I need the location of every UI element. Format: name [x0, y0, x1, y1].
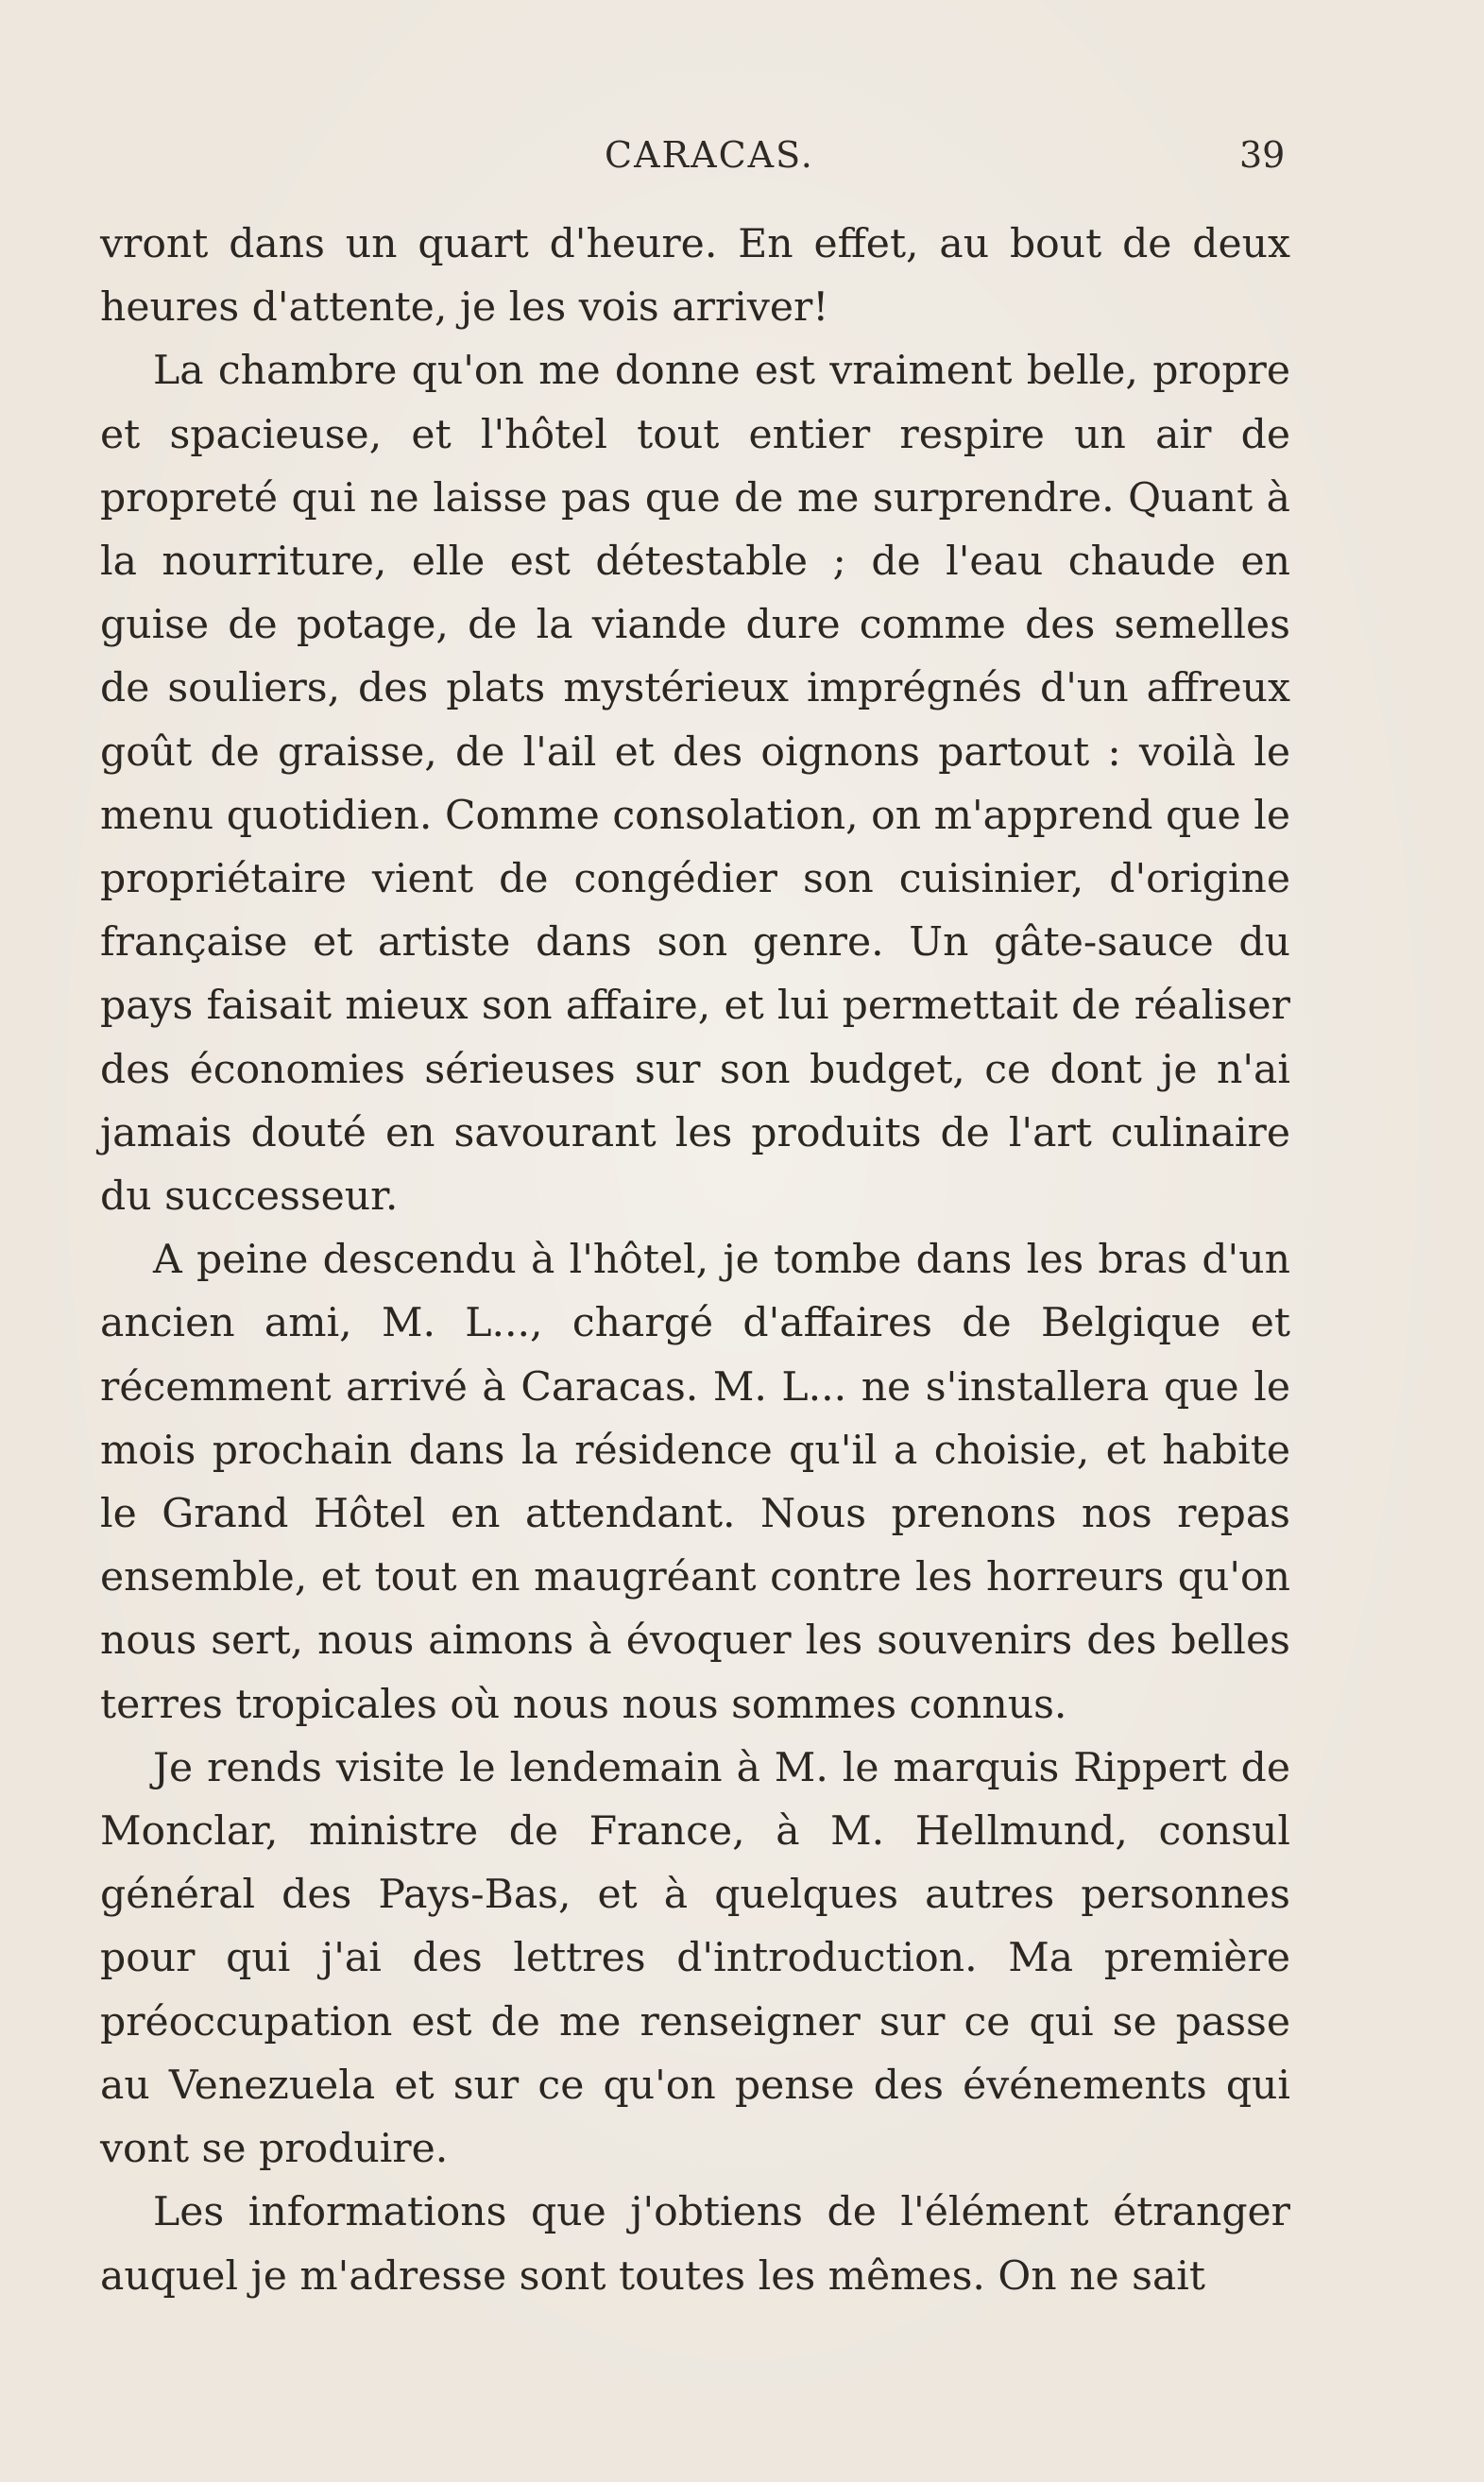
running-head-title: CARACAS.: [605, 134, 814, 176]
paragraph-informations: Les informations que j'obtiens de l'élément étranger auquel je m'adresse sont toutes les mêmes. On ne sait: [100, 2189, 1290, 2300]
paragraph-hotel-room: La chambre qu'on me donne est vraiment belle, propre et spacieuse, et l'hôtel tout entier respire un air de propreté qui ne laisse pas que de me surprendre. Quant à la nourriture, elle est détestable ; de l'eau chaude en guise de potage, de la viande dure comme des semelles de souliers, des plats mystérieux imprégnés d'un affreux goût de graisse, de l'ail et des oignons partout : voilà le menu quotidien. Comme consolation, on m'apprend que le propriétaire vient de congédier son cuisinier, d'origine française et artiste dans son genre. Un gâte-sauce du pays faisait mieux son affaire, et lui permettait de réaliser des économies sérieuses sur son budget, ce dont je n'ai jamais douté en savourant les produits de l'art culinaire du successeur.: [100, 348, 1290, 1221]
body-text: [100, 213, 1290, 2308]
paragraph-visits: Je rends visite le lendemain à M. le marquis Rippert de Monclar, ministre de France, à M. Hellmund, consul général des Pays-Bas, et à quelques autres personnes pour qui j'ai des lettres d'introduction. Ma première préoccupation est de me renseigner sur ce qui se passe au Venezuela et sur ce qu'on pense des événements qui vont se produire.: [100, 1744, 1290, 2173]
running-head: [0, 134, 1484, 185]
page-number: 39: [1239, 134, 1286, 176]
paragraph-continuation: vront dans un quart d'heure. En effet, au bout de deux heures d'attente, je les vois arriver!: [100, 221, 1290, 332]
paragraph-old-friend: A peine descendu à l'hôtel, je tombe dans les bras d'un ancien ami, M. L..., chargé d'affaires de Belgique et récemment arrivé à Caracas. M. L... ne s'installera que le mois prochain dans la résidence qu'il a choisie, et habite le Grand Hôtel en attendant. Nous prenons nos repas ensemble, et tout en maugréant contre les horreurs qu'on nous sert, nous aimons à évoquer les souvenirs des belles terres tropicales où nous nous sommes connus.: [100, 1237, 1290, 1728]
